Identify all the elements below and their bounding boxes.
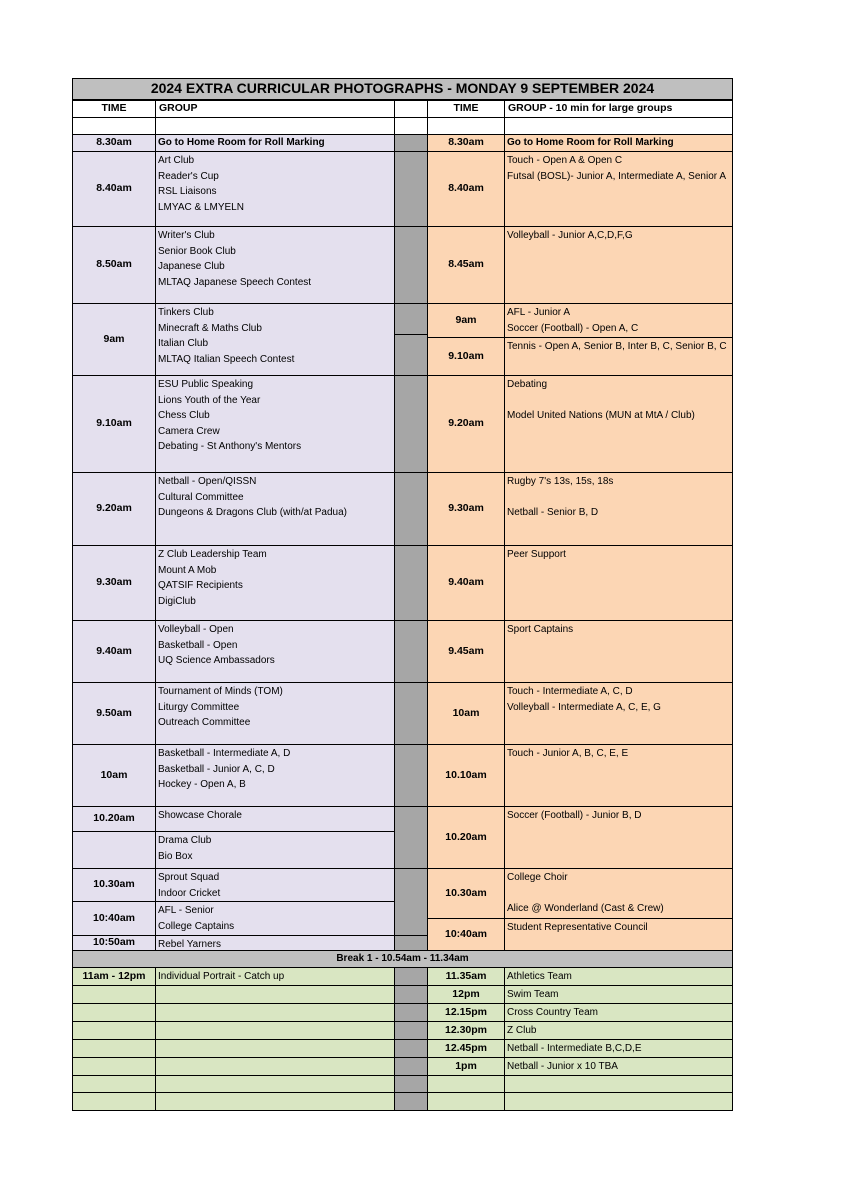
group-item: RSL Liaisons (158, 186, 217, 197)
spacer-cell (394, 868, 428, 936)
group-item: Soccer (Football) - Open A, C (507, 322, 639, 334)
left-groups (155, 935, 395, 951)
left-groups (155, 472, 395, 546)
right-time: 9.10am (427, 337, 505, 376)
group-item: Volleyball - Junior A,C,D,F,G (507, 230, 633, 241)
group-item: Touch - Intermediate A, C, D (507, 686, 633, 697)
group-item: Touch - Open A & Open C (507, 155, 623, 166)
left-time: 9.20am (72, 472, 156, 546)
group-item: Sprout Squad (158, 872, 220, 883)
group-item (507, 490, 730, 506)
empty-cell (155, 985, 395, 1004)
right-groups (504, 868, 733, 919)
header-time-right: TIME (427, 100, 505, 118)
spacer-cell (394, 1003, 428, 1022)
after-text-right: Netball - Intermediate B,C,D,E (504, 1039, 733, 1058)
blank-row-cell (155, 117, 395, 135)
group-item: Art Club (158, 155, 195, 166)
header-group-left: GROUP (155, 100, 395, 118)
spacer-cell (394, 682, 428, 745)
group-item: Touch - Junior A, B, C, E, E (507, 748, 629, 759)
empty-cell (427, 1075, 505, 1093)
group-item: Tinkers Club (158, 307, 214, 318)
group-item (507, 886, 730, 902)
right-groups (504, 620, 733, 683)
left-time: 10.30am (72, 868, 156, 902)
empty-cell (155, 1003, 395, 1022)
group-item: Netball - Senior B, D (507, 507, 599, 518)
group-item: Showcase Chorale (158, 810, 242, 821)
empty-cell (72, 1092, 156, 1111)
right-groups (504, 682, 733, 745)
left-time: 10:40am (72, 901, 156, 936)
left-time: 9am (72, 303, 156, 376)
spacer-cell (394, 334, 428, 376)
left-groups (155, 151, 395, 227)
spacer-cell (394, 1057, 428, 1076)
group-item: College Captains (158, 920, 235, 932)
left-time: 9.40am (72, 620, 156, 683)
group-item: Bio Box (158, 850, 193, 862)
right-time: 9.40am (427, 545, 505, 621)
left-groups (155, 620, 395, 683)
empty-cell (504, 1092, 733, 1111)
left-groups (155, 545, 395, 621)
right-groups (504, 151, 733, 227)
right-groups (504, 226, 733, 304)
group-item: Sport Captains (507, 624, 574, 635)
spacer-cell (394, 620, 428, 683)
schedule-title: 2024 EXTRA CURRICULAR PHOTOGRAPHS - MONDAY 9 SEPTEMBER 2024 (72, 78, 733, 100)
empty-cell (155, 1092, 395, 1111)
right-time: 10.30am (427, 868, 505, 919)
group-item: Debating - St Anthony's Mentors (158, 441, 302, 452)
right-time: 10.10am (427, 744, 505, 807)
left-groups (155, 806, 395, 832)
empty-cell (155, 1057, 395, 1076)
spacer-cell (394, 1092, 428, 1111)
group-item: Tournament of Minds (TOM) (158, 686, 283, 697)
group-item: Dungeons & Dragons Club (with/at Padua) (158, 507, 347, 518)
left-time: 9.50am (72, 682, 156, 745)
group-item: AFL - Senior (158, 905, 214, 916)
roll-text-left: Go to Home Room for Roll Marking (155, 134, 395, 152)
spacer-cell (394, 935, 428, 951)
spacer-cell (394, 134, 428, 152)
header-time-left: TIME (72, 100, 156, 118)
spacer-cell (394, 472, 428, 546)
after-text-right: Z Club (504, 1021, 733, 1040)
group-item: Rugby 7's 13s, 15s, 18s (507, 476, 614, 487)
right-groups (504, 545, 733, 621)
group-item: Writer's Club (158, 230, 215, 241)
group-item: Student Representative Council (507, 922, 648, 933)
empty-cell (155, 1039, 395, 1058)
left-groups (155, 744, 395, 807)
left-time (72, 831, 156, 869)
right-time: 10am (427, 682, 505, 745)
group-item: Italian Club (158, 338, 209, 349)
group-item: Z Club Leadership Team (158, 549, 267, 560)
after-time-right: 12.45pm (427, 1039, 505, 1058)
group-item: Volleyball - Open (158, 624, 234, 635)
group-item: Senior Book Club (158, 245, 236, 257)
group-item: Model United Nations (MUN at MtA / Club) (507, 410, 695, 421)
right-groups (504, 744, 733, 807)
break-row: Break 1 - 10.54am - 11.34am (72, 950, 733, 968)
right-time: 9.20am (427, 375, 505, 473)
left-groups (155, 901, 395, 936)
empty-cell (427, 1092, 505, 1111)
after-time-right: 1pm (427, 1057, 505, 1076)
empty-cell (155, 1075, 395, 1093)
left-groups (155, 226, 395, 304)
roll-time-right: 8.30am (427, 134, 505, 152)
group-item: LMYAC & LMYELN (158, 201, 244, 213)
group-item: Japanese Club (158, 261, 225, 272)
header-group-right: GROUP - 10 min for large groups (504, 100, 733, 118)
empty-cell (72, 985, 156, 1004)
right-groups (504, 806, 733, 869)
group-item: QATSIF Recipients (158, 580, 243, 591)
group-item: Soccer (Football) - Junior B, D (507, 810, 642, 821)
group-item (507, 393, 730, 409)
roll-text-right: Go to Home Room for Roll Marking (504, 134, 733, 152)
left-time: 9.30am (72, 545, 156, 621)
left-groups (155, 868, 395, 902)
right-time: 9.45am (427, 620, 505, 683)
group-item: Cultural Committee (158, 491, 244, 503)
spacer-cell (394, 1021, 428, 1040)
group-item: AFL - Junior A (507, 307, 570, 318)
group-item: Basketball - Junior A, C, D (158, 763, 275, 775)
roll-time-left: 8.30am (72, 134, 156, 152)
spacer-cell (394, 226, 428, 304)
after-time-left: 11am - 12pm (72, 967, 156, 986)
left-time: 9.10am (72, 375, 156, 473)
group-item: Drama Club (158, 835, 212, 846)
group-item: Tennis - Open A, Senior B, Inter B, C, Senior B, C (507, 341, 727, 352)
group-item: MLTAQ Japanese Speech Contest (158, 276, 312, 288)
after-text-right: Athletics Team (504, 967, 733, 986)
header-spacer (394, 100, 428, 118)
empty-cell (72, 1021, 156, 1040)
after-text-right: Cross Country Team (504, 1003, 733, 1022)
group-item: Hockey - Open A, B (158, 779, 246, 790)
empty-cell (72, 1039, 156, 1058)
left-time: 10.20am (72, 806, 156, 832)
spacer-cell (394, 1039, 428, 1058)
right-time: 8.45am (427, 226, 505, 304)
left-groups (155, 303, 395, 376)
spacer-cell (394, 545, 428, 621)
after-time-right: 12pm (427, 985, 505, 1004)
blank-row-cell (72, 117, 156, 135)
left-groups (155, 682, 395, 745)
right-time: 9.30am (427, 472, 505, 546)
group-item: Lions Youth of the Year (158, 394, 261, 406)
left-time: 8.40am (72, 151, 156, 227)
empty-cell (72, 1057, 156, 1076)
spacer-cell (394, 151, 428, 227)
right-time: 10.20am (427, 806, 505, 869)
right-groups (504, 337, 733, 376)
group-item: Minecraft & Maths Club (158, 322, 262, 334)
right-time: 8.40am (427, 151, 505, 227)
after-text-left: Individual Portrait - Catch up (155, 967, 395, 986)
blank-row-cell (504, 117, 733, 135)
spacer-cell (394, 806, 428, 869)
spacer-cell (394, 744, 428, 807)
right-groups (504, 375, 733, 473)
blank-row-cell (394, 117, 428, 135)
group-item: Volleyball - Intermediate A, C, E, G (507, 701, 661, 713)
blank-row-cell (427, 117, 505, 135)
group-item: Reader's Cup (158, 170, 219, 182)
group-item: Alice @ Wonderland (Cast & Crew) (507, 903, 664, 914)
group-item: College Choir (507, 872, 568, 883)
group-item: ESU Public Speaking (158, 379, 254, 390)
left-groups (155, 375, 395, 473)
group-item: MLTAQ Italian Speech Contest (158, 353, 295, 365)
schedule-table (72, 78, 733, 1110)
group-item: Indoor Cricket (158, 887, 221, 899)
group-item: UQ Science Ambassadors (158, 655, 275, 666)
spacer-cell (394, 375, 428, 473)
spacer-cell (394, 303, 428, 335)
empty-cell (72, 1003, 156, 1022)
group-item: Outreach Committee (158, 717, 251, 728)
after-text-right: Netball - Junior x 10 TBA (504, 1057, 733, 1076)
group-item: Basketball - Intermediate A, D (158, 748, 291, 759)
group-item: Chess Club (158, 410, 210, 421)
right-groups (504, 472, 733, 546)
group-item: Liturgy Committee (158, 701, 240, 713)
spacer-cell (394, 985, 428, 1004)
group-item: Rebel Yarners (158, 939, 221, 950)
right-time: 9am (427, 303, 505, 338)
empty-cell (504, 1075, 733, 1093)
left-time: 8.50am (72, 226, 156, 304)
group-item: Mount A Mob (158, 564, 217, 576)
after-text-right: Swim Team (504, 985, 733, 1004)
after-time-right: 12.30pm (427, 1021, 505, 1040)
right-groups (504, 303, 733, 338)
right-time: 10:40am (427, 918, 505, 951)
group-item: Debating (507, 379, 548, 390)
group-item: Peer Support (507, 549, 566, 560)
group-item: DigiClub (158, 595, 196, 607)
left-groups (155, 831, 395, 869)
empty-cell (155, 1021, 395, 1040)
after-time-right: 12.15pm (427, 1003, 505, 1022)
spacer-cell (394, 967, 428, 986)
empty-cell (72, 1075, 156, 1093)
left-time: 10:50am (72, 935, 156, 951)
after-time-right: 11.35am (427, 967, 505, 986)
group-item: Futsal (BOSL)- Junior A, Intermediate A, Senior A (507, 170, 726, 182)
group-item: Netball - Open/QISSN (158, 476, 257, 487)
group-item: Camera Crew (158, 425, 220, 437)
right-groups (504, 918, 733, 951)
left-time: 10am (72, 744, 156, 807)
spacer-cell (394, 1075, 428, 1093)
group-item: Basketball - Open (158, 639, 238, 651)
